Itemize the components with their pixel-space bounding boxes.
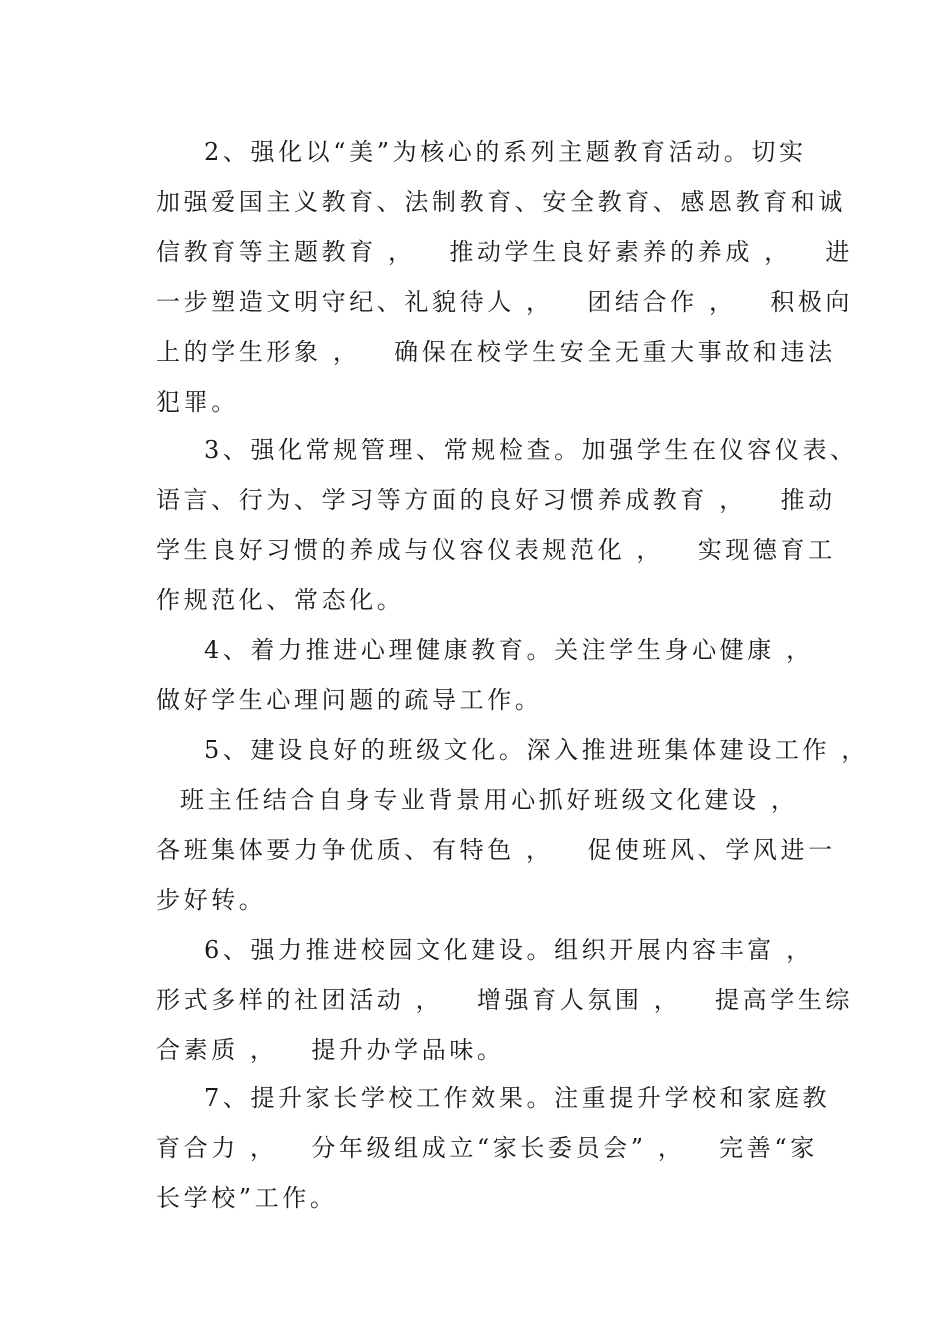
paragraph-6-line-1: 6、强力推进校园文化建设。组织开展内容丰富 ， [204,936,814,964]
paragraph-2-line-6: 犯罪。 [156,388,239,416]
paragraph-7-line-2: 育合力 ， 分年级组成立“家长委员会” ， 完善“家 [156,1134,818,1162]
paragraph-2-line-5: 上的学生形象 ， 确保在校学生安全无重大事故和违法 [156,338,836,366]
paragraph-3-line-3: 学生良好习惯的养成与仪容仪表规范化 ， 实现德育工 [156,536,836,564]
paragraph-5-line-1: 5、建设良好的班级文化。深入推进班集体建设工作 ， [204,736,869,764]
paragraph-4-line-1: 4、着力推进心理健康教育。关注学生身心健康 ， [204,636,814,664]
paragraph-7-line-1: 7、提升家长学校工作效果。注重提升学校和家庭教 [204,1084,831,1112]
paragraph-3-line-4: 作规范化、常态化。 [156,586,405,614]
paragraph-7-line-3: 长学校”工作。 [156,1184,338,1212]
paragraph-3-line-1: 3、强化常规管理、常规检查。加强学生在仪容仪表、 [204,436,858,464]
paragraph-5-line-2: 班主任结合自身专业背景用心抓好班级文化建设 ， [180,786,799,814]
paragraph-5-line-3: 各班集体要力争优质、有特色 ， 促使班风、学风进一 [156,836,836,864]
paragraph-6-line-2: 形式多样的社团活动 ， 增强育人氛围 ， 提高学生综 [156,986,854,1014]
paragraph-4-line-2: 做好学生心理问题的疏导工作。 [156,686,543,714]
paragraph-3-line-2: 语言、行为、学习等方面的良好习惯养成教育 ， 推动 [156,486,836,514]
paragraph-2-line-4: 一步塑造文明守纪、礼貌待人 ， 团结合作 ， 积极向 [156,288,854,316]
paragraph-6-line-3: 合素质 ， 提升办学品味。 [156,1036,505,1064]
paragraph-2-line-1: 2、强化以“美”为核心的系列主题教育活动。切实 [204,138,807,166]
paragraph-2-line-3: 信教育等主题教育 ， 推动学生良好素养的养成 ， 进 [156,238,854,266]
paragraph-5-line-4: 步好转。 [156,886,267,914]
paragraph-2-line-2: 加强爱国主义教育、法制教育、安全教育、感恩教育和诚 [156,188,846,216]
